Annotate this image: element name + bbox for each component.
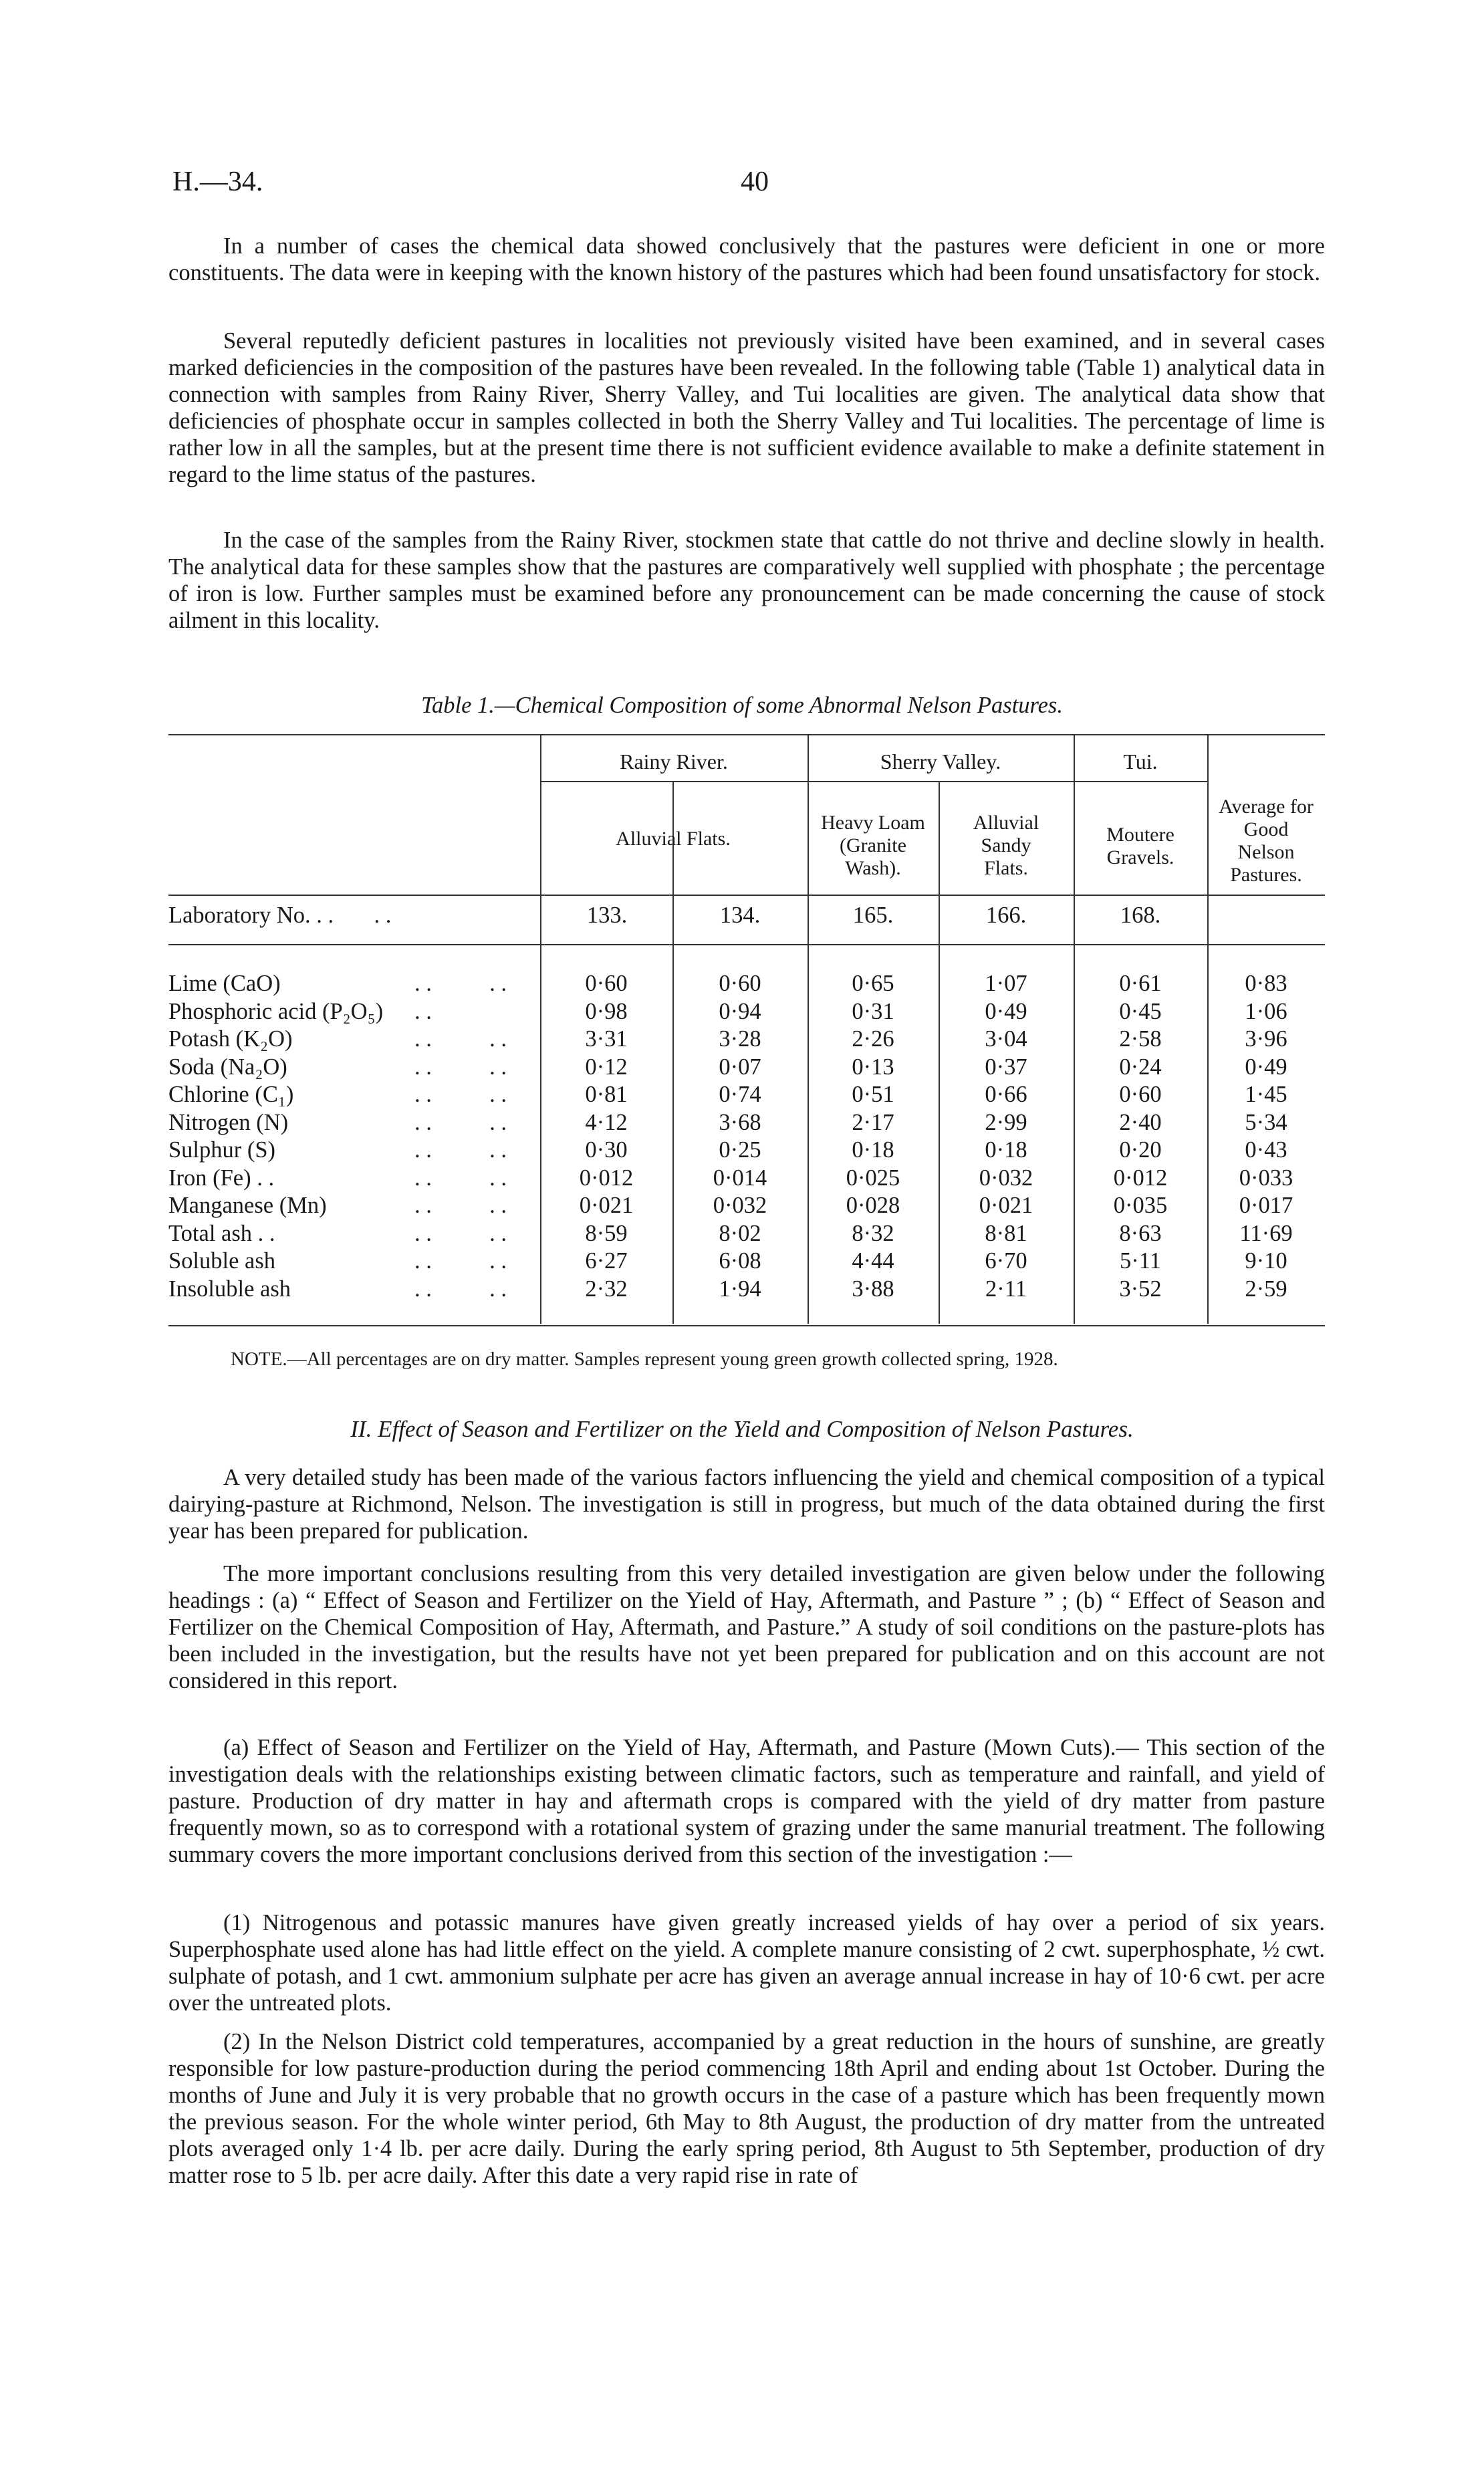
table-cell: 3·28 (719, 1026, 761, 1052)
subhead-line: Gravels. (1106, 846, 1174, 868)
row-label: Nitrogen (N) (168, 1109, 289, 1135)
table-cell: 6·27 (585, 1248, 628, 1274)
row-label: Lime (CaO) (168, 971, 281, 996)
group-rule (540, 781, 1207, 782)
row-leader-dots: . . . . (414, 971, 507, 996)
table-cell: 2·40 (1119, 1109, 1162, 1135)
table-note: NOTE.—All percentages are on dry matter. Samples represent young green growth collected spring, 1928. (231, 1348, 1058, 1370)
table-cell: 0·028 (846, 1193, 900, 1218)
table-cell: 0·24 (1119, 1054, 1162, 1080)
table-cell: 0·49 (985, 998, 1027, 1024)
row-label: Soda (Na₂O) (168, 1054, 287, 1080)
table-cell: 0·18 (985, 1137, 1027, 1163)
table-cell: 0·032 (979, 1165, 1033, 1191)
table-cell: 2·59 (1245, 1276, 1287, 1302)
subhead-moutere (1074, 824, 1207, 869)
table-bottom-rule (168, 1325, 1325, 1326)
subhead-line: Flats. (984, 857, 1028, 879)
table-cell: 0·12 (585, 1054, 628, 1080)
row-leader-dots: . . . . (414, 1220, 507, 1246)
lab-rule (168, 944, 1325, 945)
table-cell: 3·52 (1119, 1276, 1162, 1302)
lab-number: 133. (586, 903, 628, 928)
table-cell: 9·10 (1245, 1248, 1287, 1274)
subhead-line: (Granite (840, 834, 906, 856)
table-cell: 0·45 (1119, 998, 1162, 1024)
row-leader-dots: . . . . (414, 1248, 507, 1274)
table-cell: 0·25 (719, 1137, 761, 1163)
table-cell: 0·012 (579, 1165, 634, 1191)
table-cell: 6·08 (719, 1248, 761, 1274)
table-cell: 4·44 (852, 1248, 894, 1274)
subhead-line: Good (1243, 818, 1289, 840)
table-cell: 4·12 (585, 1109, 628, 1135)
subhead-alluvial-sandy (939, 812, 1074, 880)
table-cell: 8·63 (1119, 1220, 1162, 1246)
table-cell: 3·31 (585, 1026, 628, 1052)
table-cell: 2·11 (985, 1276, 1027, 1302)
row-leader-dots: . . . . (414, 1054, 507, 1080)
subhead-line: Average for (1219, 796, 1314, 818)
lab-number: 165. (852, 903, 894, 928)
table-cell: 5·11 (1120, 1248, 1161, 1274)
row-label: Iron (Fe) . . (168, 1165, 275, 1191)
page-number: 40 (741, 166, 769, 197)
section-paragraph-3: (a) Effect of Season and Fertilizer on the Yield of Hay, Aftermath, and Pasture (Mown Cuts).— This section of the investigation deals with the relationships existing between climatic factors, such as temperature and rainfall, and yield of pasture. Production of dry matter in hay and aftermath crops is compared with the yield of dry matter from pasture frequently mown, so as to correspond with a rotational system of grazing under the same manurial treatment. The following summary covers the more important conclusions derived from this section of the investigation :— (168, 1735, 1325, 1867)
table-cell: 2·32 (585, 1276, 628, 1302)
document-code: H.—34. (172, 166, 263, 197)
table-cell: 11·69 (1239, 1220, 1293, 1246)
table-cell: 2·26 (852, 1026, 894, 1052)
row-leader-dots: . . . . (414, 1276, 507, 1302)
group-rainy-river: Rainy River. (620, 749, 728, 774)
table-cell: 0·65 (852, 971, 894, 996)
intro-paragraph-3: In the case of the samples from the Rainy River, stockmen state that cattle do not thrive and decline slowly in health. The analytical data for these samples show that the pastures are comparatively well supplied with phosphate ; the percentage of iron is low. Further samples must be examined before any pronouncement can be made concerning the cause of stock ailment in this locality. (168, 527, 1325, 633)
table-cell: 2·58 (1119, 1026, 1162, 1052)
table-cell: 0·66 (985, 1082, 1027, 1107)
table-cell: 0·94 (719, 998, 761, 1024)
row-leader-dots: . . . . (414, 1137, 507, 1163)
table-cell: 8·32 (852, 1220, 894, 1246)
table-cell: 0·51 (852, 1082, 894, 1107)
table-cell: 0·035 (1113, 1193, 1168, 1218)
table-cell: 0·83 (1245, 971, 1287, 996)
lab-number: 166. (985, 903, 1027, 928)
row-leader-dots: . . . . (414, 1193, 507, 1218)
section-paragraph-4: (1) Nitrogenous and potassic manures have given greatly increased yields of hay over a period of six years. Superphosphate used alone has had little effect on the yield. A complete manure consisting of 2 cwt. superphosphate, ½ cwt. sulphate of potash, and 1 cwt. ammonium sulphate per acre has given an average annual increase in hay of 10·6 cwt. per acre over the untreated plots. (168, 1910, 1325, 2016)
section-paragraph-1: A very detailed study has been made of the various factors influencing the yield and chemical composition of a typical dairying-pasture at Richmond, Nelson. The investigation is still in progress, but much of the data obtained during the first year has been prepared for publication. (168, 1465, 1325, 1544)
lab-number: 168. (1120, 903, 1161, 928)
table-cell: 1·94 (719, 1276, 761, 1302)
row-label: Potash (K₂O) (168, 1026, 293, 1052)
table-cell: 0·81 (585, 1082, 628, 1107)
subhead-line: Moutere (1106, 824, 1174, 846)
intro-paragraph-2: Several reputedly deficient pastures in localities not previously visited have been examined, and in several cases marked deficiencies in the composition of the pastures have been revealed. In the following table (Table 1) analytical data in connection with samples from Rainy River, Sherry Valley, and Tui localities are given. The analytical data show that deficiencies of phosphate occur in samples collected in both the Sherry Valley and Tui localities. The percentage of lime is rather low in all the samples, but at the present time there is not sufficient evidence available to make a definite statement in regard to the lime status of the pastures. (168, 328, 1325, 487)
table-cell: 0·014 (713, 1165, 767, 1191)
row-label: Insoluble ash (168, 1276, 291, 1302)
table-cell: 0·74 (719, 1082, 761, 1107)
subhead-heavy-loam (808, 812, 939, 880)
table-cell: 0·025 (846, 1165, 900, 1191)
table-cell: 6·70 (985, 1248, 1027, 1274)
row-leader-dots: . . (414, 998, 432, 1024)
row-label: Manganese (Mn) (168, 1193, 327, 1218)
row-leader-dots: . . . . (414, 1165, 507, 1191)
table-cell: 0·60 (585, 971, 628, 996)
table-cell: 0·13 (852, 1054, 894, 1080)
subhead-line: Wash). (845, 857, 901, 879)
table-cell: 0·18 (852, 1137, 894, 1163)
subhead-line: Sandy (981, 834, 1031, 856)
table-top-rule (168, 734, 1325, 735)
section-paragraph-2: The more important conclusions resulting from this very detailed investigation are given below under the following headings : (a) “ Effect of Season and Fertilizer on the Yield of Hay, Aftermath, and Pasture ” ; (b) “ Effect of Season and Fertilizer on the Chemical Composition of Hay, Aftermath, and Pasture.” A study of soil conditions on the pasture-plots has been included in the investigation, but the results have not yet been prepared for publication and on this account are not considered in this report. (168, 1561, 1325, 1693)
section-heading: II. Effect of Season and Fertilizer on the Yield and Composition of Nelson Pastures. (350, 1416, 1134, 1442)
subhead-line: Alluvial (973, 812, 1039, 834)
table-cell: 2·17 (852, 1109, 894, 1135)
table-cell: 3·88 (852, 1276, 894, 1302)
table-cell: 0·021 (979, 1193, 1033, 1218)
table-cell: 0·60 (1119, 1082, 1162, 1107)
table-cell: 0·032 (713, 1193, 767, 1218)
row-leader-dots: . . . . (414, 1026, 507, 1052)
header-rule (168, 895, 1325, 896)
table-cell: 1·07 (985, 971, 1027, 996)
table-cell: 0·49 (1245, 1054, 1287, 1080)
row-label: Total ash . . (168, 1220, 275, 1246)
table-cell: 8·02 (719, 1220, 761, 1246)
subhead-line: Nelson (1237, 841, 1295, 863)
table-cell: 0·37 (985, 1054, 1027, 1080)
group-tui: Tui. (1123, 749, 1158, 774)
table-cell: 0·60 (719, 971, 761, 996)
table-cell: 3·96 (1245, 1026, 1287, 1052)
subhead-line: Heavy Loam (821, 812, 925, 834)
row-label: Sulphur (S) (168, 1137, 276, 1163)
row-label: Phosphoric acid (P₂O₅) (168, 998, 384, 1024)
lab-number: 134. (719, 903, 761, 928)
table-cell: 0·021 (579, 1193, 634, 1218)
table-cell: 0·31 (852, 998, 894, 1024)
table-cell: 0·033 (1239, 1165, 1293, 1191)
table-cell: 0·012 (1113, 1165, 1168, 1191)
group-sherry-valley: Sherry Valley. (880, 749, 1001, 774)
table-cell: 1·06 (1245, 998, 1287, 1024)
table-cell: 0·43 (1245, 1137, 1287, 1163)
table-cell: 8·81 (985, 1220, 1027, 1246)
lab-label: Laboratory No. . . . . (168, 903, 392, 928)
row-leader-dots: . . . . (414, 1109, 507, 1135)
table-cell: 0·98 (585, 998, 628, 1024)
intro-paragraph-1: In a number of cases the chemical data showed conclusively that the pastures were deficient in one or more constituents. The data were in keeping with the known history of the pastures which had been found unsatisfactory for stock. (168, 233, 1325, 285)
table-cell: 0·07 (719, 1054, 761, 1080)
table-cell: 0·017 (1239, 1193, 1293, 1218)
table-cell: 3·68 (719, 1109, 761, 1135)
subhead-average (1207, 796, 1325, 886)
subhead-alluvial-flats: Alluvial Flats. (616, 828, 731, 850)
table-cell: 2·99 (985, 1109, 1027, 1135)
table-cell: 0·30 (585, 1137, 628, 1163)
table-caption: Table 1.—Chemical Composition of some Abnormal Nelson Pastures. (421, 693, 1063, 718)
table-cell: 0·61 (1119, 971, 1162, 996)
table-cell: 0·20 (1119, 1137, 1162, 1163)
section-paragraph-5: (2) In the Nelson District cold temperatures, accompanied by a great reduction in the hours of sunshine, are greatly responsible for low pasture-production during the period commencing 18th April and ending about 1st October. During the months of June and July it is very probable that no growth occurs in the case of a pasture which has been frequently mown the previous season. For the whole winter period, 6th May to 8th August, the production of dry matter from the untreated plots averaged only 1·4 lb. per acre daily. During the early spring period, 8th August to 5th September, production of dry matter rose to 5 lb. per acre daily. After this date a very rapid rise in rate of (168, 2029, 1325, 2188)
table-cell: 3·04 (985, 1026, 1027, 1052)
row-leader-dots: . . . . (414, 1082, 507, 1107)
table-cell: 8·59 (585, 1220, 628, 1246)
table-cell: 1·45 (1245, 1082, 1287, 1107)
row-label: Soluble ash (168, 1248, 276, 1274)
subhead-line: Pastures. (1230, 864, 1302, 886)
table-cell: 5·34 (1245, 1109, 1287, 1135)
row-label: Chlorine (C₁) (168, 1082, 294, 1107)
